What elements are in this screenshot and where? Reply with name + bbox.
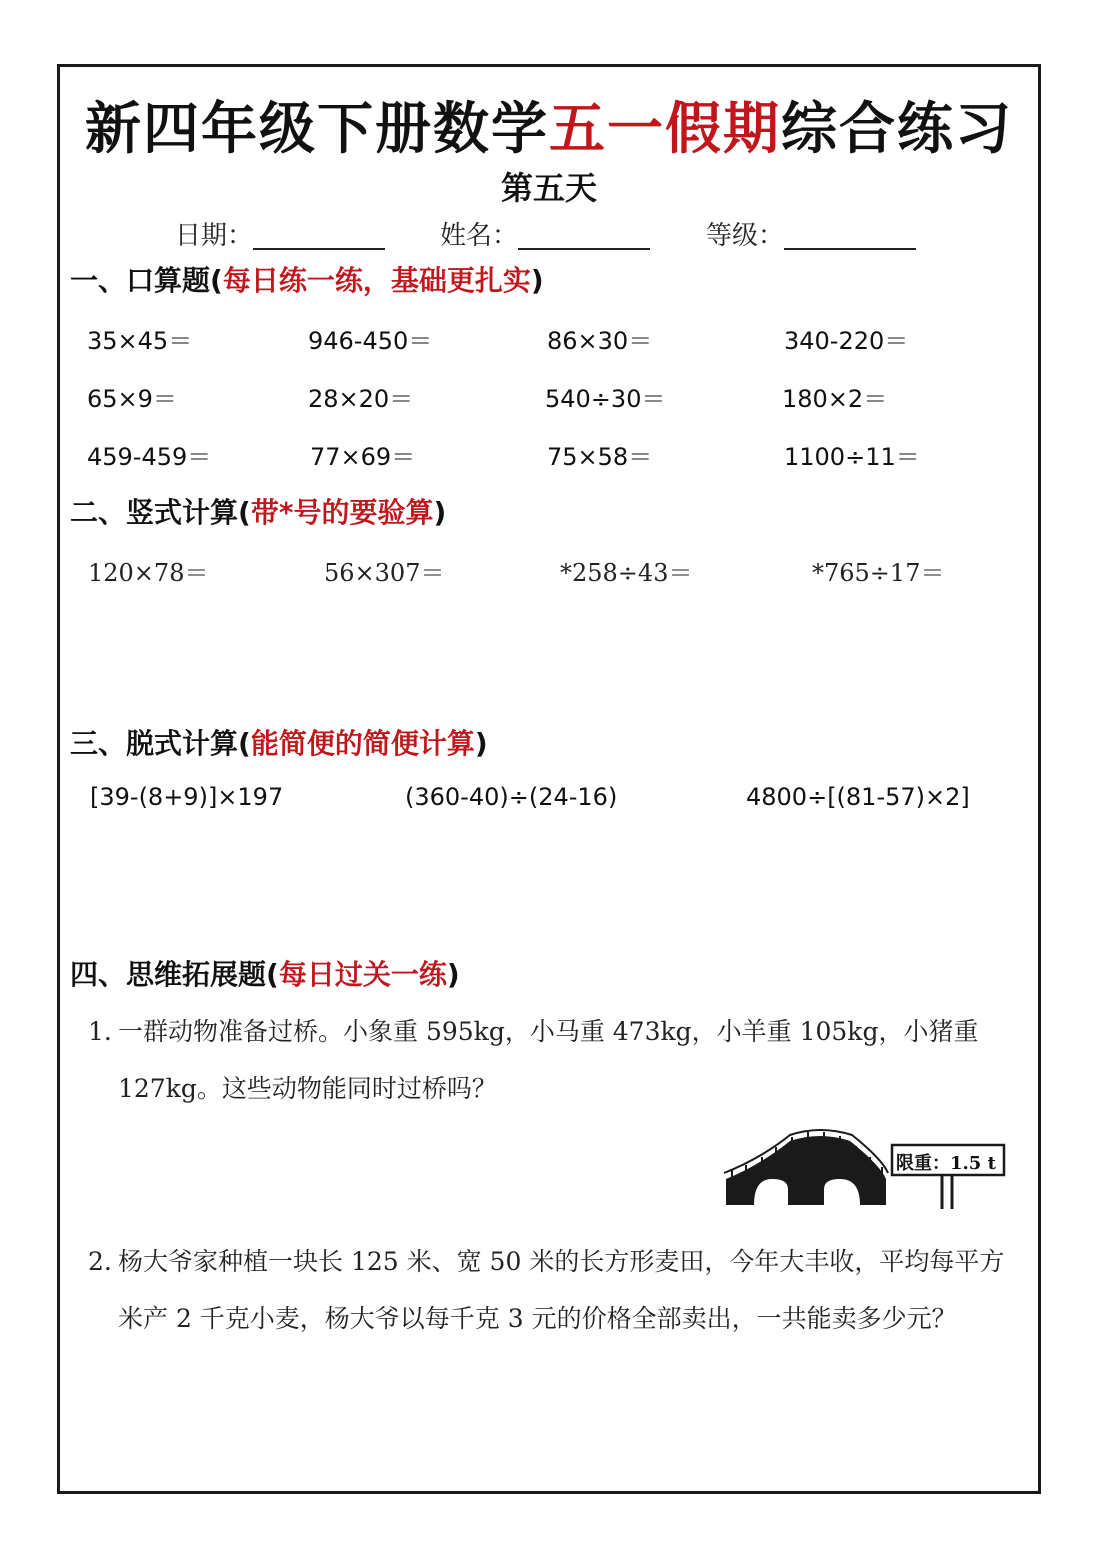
calc-item: 180×2＝ (782, 385, 888, 413)
grade-field (706, 215, 916, 252)
calc-item: 65×9＝ (87, 385, 177, 413)
section2-heading (70, 491, 446, 531)
section2-note: 带*号的要验算 (250, 496, 434, 529)
calc-item: 28×20＝ (308, 385, 414, 413)
calc-item: 86×30＝ (547, 327, 653, 355)
vertical-calc-item: *258÷43＝ (560, 559, 693, 587)
section3-title: 三、脱式计算( (70, 727, 251, 760)
section4-note: 每日过关一练 (278, 958, 447, 991)
calc-item: 77×69＝ (310, 443, 416, 471)
section3-note: 能简便的简便计算 (250, 727, 475, 760)
grade-label: 等级： (706, 220, 785, 250)
section1-title: 一、口算题( (70, 264, 223, 297)
section2-close: ) (433, 496, 447, 529)
title-highlight: 五一假期 (549, 97, 781, 162)
vertical-calc-item: *765÷17＝ (812, 559, 945, 587)
page-title (60, 85, 1038, 165)
problem-number: 1. (88, 1017, 112, 1046)
vertical-calc-item: 120×78＝ (88, 559, 209, 587)
section1-close: ) (530, 264, 544, 297)
weight-limit-sign: 限重：1.5 t (896, 1153, 996, 1174)
calc-item: 75×58＝ (547, 443, 653, 471)
step-calc-item: (360-40)÷(24-16) (405, 783, 618, 811)
section1-heading (70, 259, 544, 299)
calc-item: 340-220＝ (784, 327, 909, 355)
calc-item: 540÷30＝ (545, 385, 666, 413)
section4-close: ) (446, 958, 460, 991)
problem-text: 一群动物准备过桥。小象重 595kg，小马重 473kg，小羊重 105kg，小猪重 127kg。这些动物能同时过桥吗？ (118, 1017, 979, 1103)
grade-blank[interactable] (784, 222, 916, 250)
section2-title: 二、竖式计算( (70, 496, 251, 529)
calc-item: 946-450＝ (308, 327, 433, 355)
problem-number: 2. (88, 1247, 112, 1276)
calc-item: 1100÷11＝ (784, 443, 920, 471)
name-blank[interactable] (518, 222, 650, 250)
bridge-illustration (720, 1127, 1010, 1218)
vertical-calc-item: 56×307＝ (324, 559, 445, 587)
section1-note: 每日练一练，基础更扎实 (222, 264, 531, 297)
section3-close: ) (474, 727, 488, 760)
title-part1: 新四年级下册数学 (85, 97, 549, 162)
date-label: 日期： (175, 220, 254, 250)
section3-heading (70, 722, 488, 762)
name-field (440, 215, 650, 252)
section4-title: 四、思维拓展题( (70, 958, 279, 991)
date-field (175, 215, 385, 252)
calc-item: 459-459＝ (87, 443, 212, 471)
title-part2: 综合练习 (781, 97, 1013, 162)
section4-heading (70, 953, 460, 993)
page-subtitle: 第五天 (500, 169, 597, 207)
problem-text: 杨大爷家种植一块长 125 米、宽 50 米的长方形麦田，今年大丰收，平均每平方米产 2 千克小麦，杨大爷以每千克 3 元的价格全部卖出，一共能卖多少元？ (118, 1247, 1005, 1333)
worksheet (57, 64, 1041, 1494)
calc-item: 35×45＝ (87, 327, 193, 355)
name-label: 姓名： (440, 220, 519, 250)
step-calc-item: 4800÷[(81-57)×2] (746, 783, 970, 811)
date-blank[interactable] (253, 222, 385, 250)
step-calc-item: [39-(8+9)]×197 (90, 783, 284, 811)
